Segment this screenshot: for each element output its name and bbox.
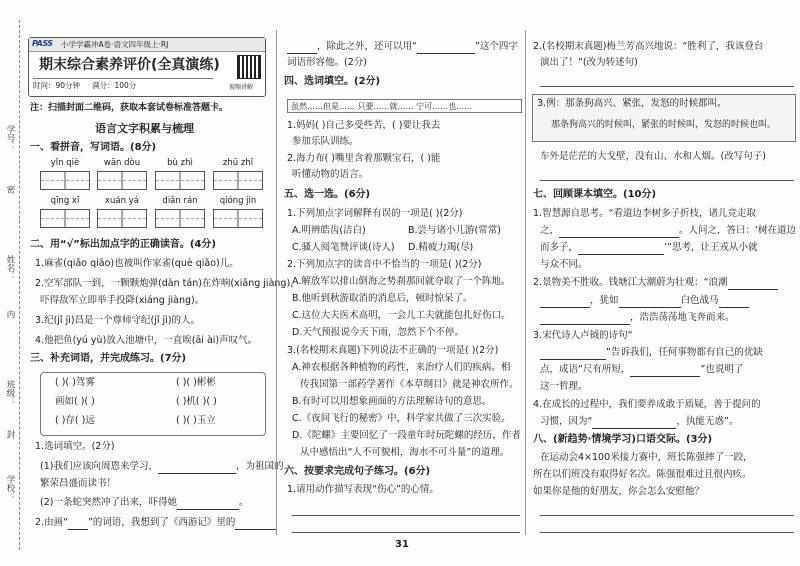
s3-q2: 2.由画“ ”的词语，我想到了《西游记》里的 — [35, 516, 277, 530]
writing-grid[interactable] — [40, 209, 90, 228]
c3-q3c: 车外是茫茫的大戈壁，没有山、水和人烟。(改写句子) — [540, 151, 766, 162]
s7-q1a: 1.智慧源自思考。“看道边李树多子折枝，诸儿竞走取 — [533, 208, 756, 219]
pinyin-label: yǐn qiè — [50, 158, 80, 168]
inner-mark: 内 — [5, 310, 15, 319]
blank[interactable] — [578, 244, 664, 255]
s4-q1b: 参加乐队训练。 — [292, 136, 359, 147]
s5-q1-d[interactable]: D.精疲力竭(尽) — [408, 242, 474, 253]
s5-q2-b[interactable]: B.他听到秋游取消的消息后，顿时惊呆了。 — [292, 293, 473, 304]
s7-q3c: 点，成语“尺有所短， ”也说明了 — [540, 364, 744, 375]
qr-code-icon[interactable] — [237, 55, 261, 79]
s5-q3-a[interactable]: A.神农根据各种植物的药性，来治疗人们的疾病。相 — [292, 362, 511, 373]
writing-grid[interactable] — [213, 171, 263, 190]
pinyin-label: zhū zhǐ — [222, 158, 254, 168]
blank[interactable] — [540, 349, 606, 360]
blank[interactable] — [619, 297, 681, 308]
s3-q1b: 繁荣昌盛而读书！ — [40, 478, 117, 489]
c3-q3a: 3.例：那条狗高兴、紧张，发怒的时候都叫。 — [537, 98, 727, 109]
s6-title: 六、按要求完成句子练习。(6分) — [284, 466, 431, 477]
example-box — [532, 94, 796, 142]
idiom-1: ( )( )驾雾 — [55, 377, 95, 388]
s5-title: 五、选一选。(6分) — [284, 189, 371, 200]
c3-q2: 2.(名校期末真题)梅兰芳高兴地说：“胜利了，我该登台 — [533, 41, 764, 52]
s5-q3-a2: 传我国第一部药学著作《本草纲目》就是神农所作。 — [300, 379, 519, 390]
s2-q2b: 吓得敌军立即举手投降(xiáng jiàng)。 — [40, 295, 205, 306]
blank[interactable] — [417, 43, 475, 54]
pinyin-label: wān dòu — [103, 158, 141, 168]
s2-q3: 3.纪(jǐ jì)昌是一个尊师守纪(jǐ jì)的人。 — [35, 315, 201, 326]
answer-line[interactable] — [540, 180, 794, 181]
s8-b: 所在以们班没有取得好名次。陈强很难过且很内疚。 — [533, 469, 752, 480]
s7-q1c: 而多子， ’”思考，让王戎从小就 — [540, 242, 758, 253]
exam-header — [28, 37, 266, 97]
s5-q3-b[interactable]: B.有时可以用想象画面的方法理解诗句的意思。 — [292, 396, 492, 407]
s7-q1b: 之， 。人问之，答曰：‘树在道边 — [540, 225, 797, 236]
full-score: 满分：100分 — [91, 81, 137, 90]
blank[interactable] — [177, 499, 239, 510]
s7-q3b: ”告诉我们，任何事物都有自己的优缺 — [540, 346, 763, 360]
answer-line[interactable] — [292, 532, 520, 533]
s7-q2b: ，犹如 白色战马 — [540, 294, 749, 308]
s4-q1: 1.妈妈( )自己多受些苦，( )要让我去 — [287, 120, 441, 131]
writing-grid[interactable] — [97, 171, 147, 190]
exam-title: 期末综合素养评价(全真演练) — [39, 57, 220, 73]
s2-q1: 1.麻雀(qiǎo qiāo)也被叫作家雀(què qiǎo)儿。 — [35, 258, 239, 269]
series-subtitle: 小学学霸冲A卷·语文四年级上·RJ — [61, 40, 169, 49]
s6-q1: 1.请用动作描写表现“伤心”的心情。 — [287, 484, 439, 495]
blank[interactable] — [68, 519, 88, 530]
s5-q3: 3.(名校期末真题)下列说法不正确的一项是( )(2分) — [287, 345, 499, 356]
pinyin-label: xuán yá — [105, 196, 139, 206]
blank[interactable] — [719, 297, 749, 308]
number-label: 学号： — [5, 125, 15, 151]
idiom-4: ( )机( )( ) — [176, 396, 217, 407]
answer-line[interactable] — [540, 86, 794, 87]
writing-grid[interactable] — [155, 209, 205, 228]
s3-q1: 1.选词填空。(2分) — [35, 441, 115, 452]
s5-q1-c[interactable]: C.骚人阅笔赞评谈(诗人) — [292, 242, 395, 253]
s5-q3-c[interactable]: C.《夜间飞行的秘密》中，科学家共做了三次实验。 — [292, 413, 511, 424]
writing-grid[interactable] — [40, 171, 90, 190]
seal-mark-2: 封 — [5, 430, 15, 439]
c2-cont2: 词语形容他。(2分) — [287, 57, 367, 68]
s5-q1: 1.下列加点字词解释有误的一项是( )(2分) — [287, 208, 463, 219]
s7-title: 七、回顾课本填空。(10分) — [533, 189, 657, 200]
blank[interactable] — [235, 519, 277, 530]
writing-grid[interactable] — [97, 209, 147, 228]
s3-q1c: (2)一条蛇突然冲了出来，吓得她 。 — [40, 497, 249, 508]
s8-c: 如果你是他的好朋友，你会怎么安慰他？ — [533, 486, 705, 497]
pinyin-label: qióng jìn — [219, 196, 257, 206]
pinyin-label: bù zhì — [167, 158, 193, 168]
page-number: 31 — [395, 539, 409, 550]
s2-title: 二、用“√”标出加点字的正确读音。(4分) — [30, 239, 216, 250]
header-bar — [29, 38, 265, 52]
brand-logo: PASS — [32, 39, 53, 48]
s8-a: 在运动会4×100米接力赛中，班长陈强摔了一跤， — [540, 452, 753, 463]
exam-meta — [33, 78, 213, 92]
idiom-3: 画如( )( ) — [55, 396, 95, 407]
pinyin-label: qīng xī — [50, 196, 80, 206]
c3-q3b: 那条狗高兴的时候叫，紧张的时候叫，发怒的时候也叫。 — [551, 120, 777, 130]
blank[interactable] — [287, 43, 317, 54]
s8-title: 八、(新趋势·情境学习)口语交际。(3分) — [533, 434, 713, 445]
s7-q1d: 与众不同。 — [540, 259, 588, 270]
blank[interactable] — [540, 297, 590, 308]
blank[interactable] — [158, 463, 236, 474]
blank[interactable] — [630, 366, 700, 377]
writing-grid[interactable] — [155, 171, 205, 190]
s4-title: 四、选词填空。(2分) — [284, 76, 381, 87]
s4-q2b: 听懂动物的语言。 — [292, 169, 369, 180]
answer-line[interactable] — [292, 515, 520, 516]
s4-word-bank: 虽然……但是…… 只要……就…… 宁可……也…… — [287, 99, 522, 113]
s3-title: 三、补充词语，并完成练习。(7分) — [30, 353, 187, 364]
idiom-2: ( )( )彬彬 — [176, 377, 216, 388]
s5-q2-d[interactable]: D.天气预报说今天下雨，忽然下个不停。 — [292, 327, 464, 338]
school-label: 学校： — [5, 475, 15, 501]
s7-q2c: ，浩浩荡荡地飞奔而来。 — [540, 311, 735, 325]
s2-q4: 4.他把鱼(yú yù)放入池塘中，一直唉(āi ài)声叹气。 — [35, 335, 258, 346]
c2-cont: ，除此之外，还可以用“ ”这个四字 — [287, 40, 518, 54]
seal-mark: 密 — [5, 185, 15, 194]
s7-q4b: 习惯，因为“ ，执能无惑”。 — [540, 416, 739, 427]
exam-note: 注：扫描封面二维码，获取本套试卷标准答题卡。 — [30, 103, 229, 113]
time-limit: 时间：90分钟 — [33, 81, 81, 90]
idiom-6: ( )( )玉立 — [176, 415, 216, 426]
s5-q3-d[interactable]: D.《陀螺》主要回忆了一段童年时玩陀螺的经历，作者 — [292, 430, 521, 441]
s2-q2a: 2.空军部队一到，一颗颗炮弹(dàn tán)在炸响(xiǎng jiàng)， — [35, 278, 300, 289]
s7-q3a: 3.宋代诗人卢钺的诗句“ — [533, 330, 633, 341]
qr-caption: 视频讲解 — [229, 84, 254, 91]
writing-grid[interactable] — [213, 209, 263, 228]
column-divider-2 — [525, 30, 526, 535]
s5-q2: 2.下列加点字的读音中不恰当的一项是( )(2分) — [287, 259, 482, 270]
s5-q1-b[interactable]: B.尝与诸小儿游(常常) — [408, 225, 501, 236]
column-divider — [276, 30, 277, 535]
s5-q2-a[interactable]: A.解放军以排山倒海之势刹那间就夺取了一个阵地。 — [292, 276, 511, 287]
answer-line[interactable] — [540, 532, 794, 533]
blank[interactable] — [592, 418, 676, 429]
blank[interactable] — [540, 314, 630, 325]
s5-q3-d2: 从中感悟出“人不可貌相，海水不可斗量”的道理。 — [300, 447, 510, 458]
s7-q4a: 4.在成长的过程中，我们要养成敢于质疑，善于提问的 — [533, 399, 761, 410]
s5-q2-c[interactable]: C.这位大夫医术高明，一会儿工夫就能包扎好伤口。 — [292, 310, 511, 321]
answer-line[interactable] — [540, 515, 794, 516]
s1-title: 一、看拼音，写词语。(8分) — [30, 142, 157, 153]
name-label: 姓名： — [5, 255, 15, 281]
s7-q3d: 这一哲理。 — [540, 381, 588, 392]
blank[interactable] — [728, 279, 778, 290]
binding-margin — [0, 0, 24, 566]
s3-q1a: (1)我们应该向周恩来学习， ，为祖国的 — [40, 461, 284, 472]
idiom-box — [40, 372, 266, 436]
c3-q2b: 演出了！”(改为转述句) — [540, 57, 638, 68]
class-label: 班级： — [5, 380, 15, 406]
s4-q2: 2.海力布( )嘴里含着那颗宝石，( )能 — [287, 153, 441, 164]
idiom-5: ( )存( )远 — [55, 415, 95, 426]
cut-line — [19, 20, 20, 550]
s5-q1-a[interactable]: A.明辨皓齿(洁白) — [292, 225, 366, 236]
section-main-title: 语言文字积累与梳理 — [95, 122, 194, 135]
blank[interactable] — [559, 227, 679, 238]
pinyin-label: diǎn rán — [162, 196, 198, 206]
s7-q2a: 2.景物美不胜收。钱塘江大潮蔚为壮观：“浪潮 — [533, 276, 778, 290]
